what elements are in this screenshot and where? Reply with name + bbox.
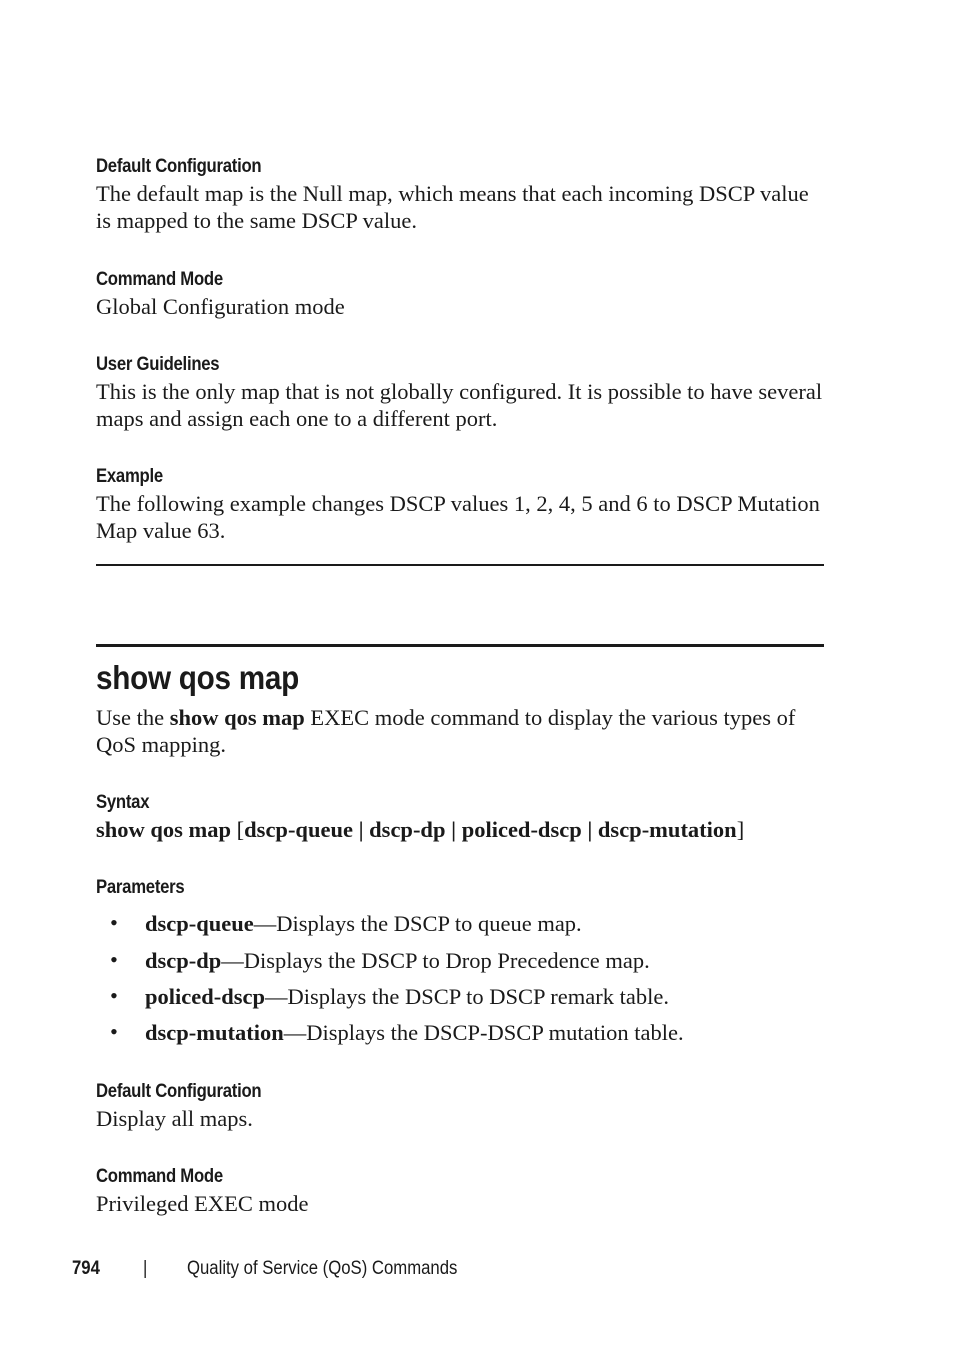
default-config-text: Display all maps. [96,1106,253,1131]
syntax-option-dscp-mutation: dscp-mutation [597,817,737,842]
bullet-icon: • [110,983,118,1008]
syntax-option-policed-dscp: policed-dscp [461,817,582,842]
param-desc: —Displays the DSCP to Drop Precedence map. [221,948,650,973]
syntax-open-bracket: [ [231,817,245,842]
intro-prefix: Use the [96,705,170,730]
param-desc: —Displays the DSCP to DSCP remark table. [265,984,669,1009]
param-desc: —Displays the DSCP to queue map. [253,911,582,936]
param-term: dscp-queue [145,911,254,936]
parameters-heading: Parameters [96,877,185,898]
footer-separator: | [143,1258,148,1279]
default-config-heading: Default Configuration [96,1081,262,1102]
syntax-separator: | [445,817,462,842]
syntax-line [96,816,826,843]
param-term: dscp-mutation [145,1020,284,1045]
syntax-option-dscp-dp: dscp-dp [369,817,446,842]
syntax-heading: Syntax [96,792,150,813]
section-start-rule [96,644,824,647]
section-end-rule [96,564,824,566]
command-mode-text: Privileged EXEC mode [96,1191,309,1216]
command-mode-text: Global Configuration mode [96,294,345,319]
bullet-icon: • [110,947,118,972]
command-intro [96,704,826,758]
list-item [145,947,875,974]
user-guidelines-text: This is the only map that is not globally configured. It is possible to have several maps and assign each one to a different port. [96,379,823,431]
syntax-command: show qos map [96,817,232,842]
footer-chapter-title: Quality of Service (QoS) Commands [187,1258,458,1279]
command-mode-heading: Command Mode [96,269,223,290]
bullet-icon: • [110,1019,118,1044]
syntax-separator: | [581,817,598,842]
default-config-heading: Default Configuration [96,156,262,177]
command-title: show qos map [96,659,300,696]
syntax-option-dscp-queue: dscp-queue [244,817,353,842]
param-term: policed-dscp [145,984,266,1009]
param-term: dscp-dp [145,948,222,973]
syntax-close-bracket: ] [736,817,745,842]
intro-suffix: EXEC mode command to display the various types of QoS mapping. [96,705,796,757]
param-desc: —Displays the DSCP-DSCP mutation table. [283,1020,684,1045]
list-item [145,910,875,937]
command-mode-heading: Command Mode [96,1166,223,1187]
user-guidelines-heading: User Guidelines [96,354,220,375]
syntax-separator: | [352,817,370,842]
intro-command: show qos map [169,705,305,730]
default-config-text: The default map is the Null map, which means that each incoming DSCP value is mapped to the same DSCP value. [96,181,809,233]
list-item [145,983,875,1010]
example-heading: Example [96,466,163,487]
list-item [145,1019,875,1046]
page-number: 794 [72,1258,100,1279]
example-text: The following example changes DSCP values 1, 2, 4, 5 and 6 to DSCP Mutation Map value 63. [96,491,820,543]
bullet-icon: • [110,910,118,935]
